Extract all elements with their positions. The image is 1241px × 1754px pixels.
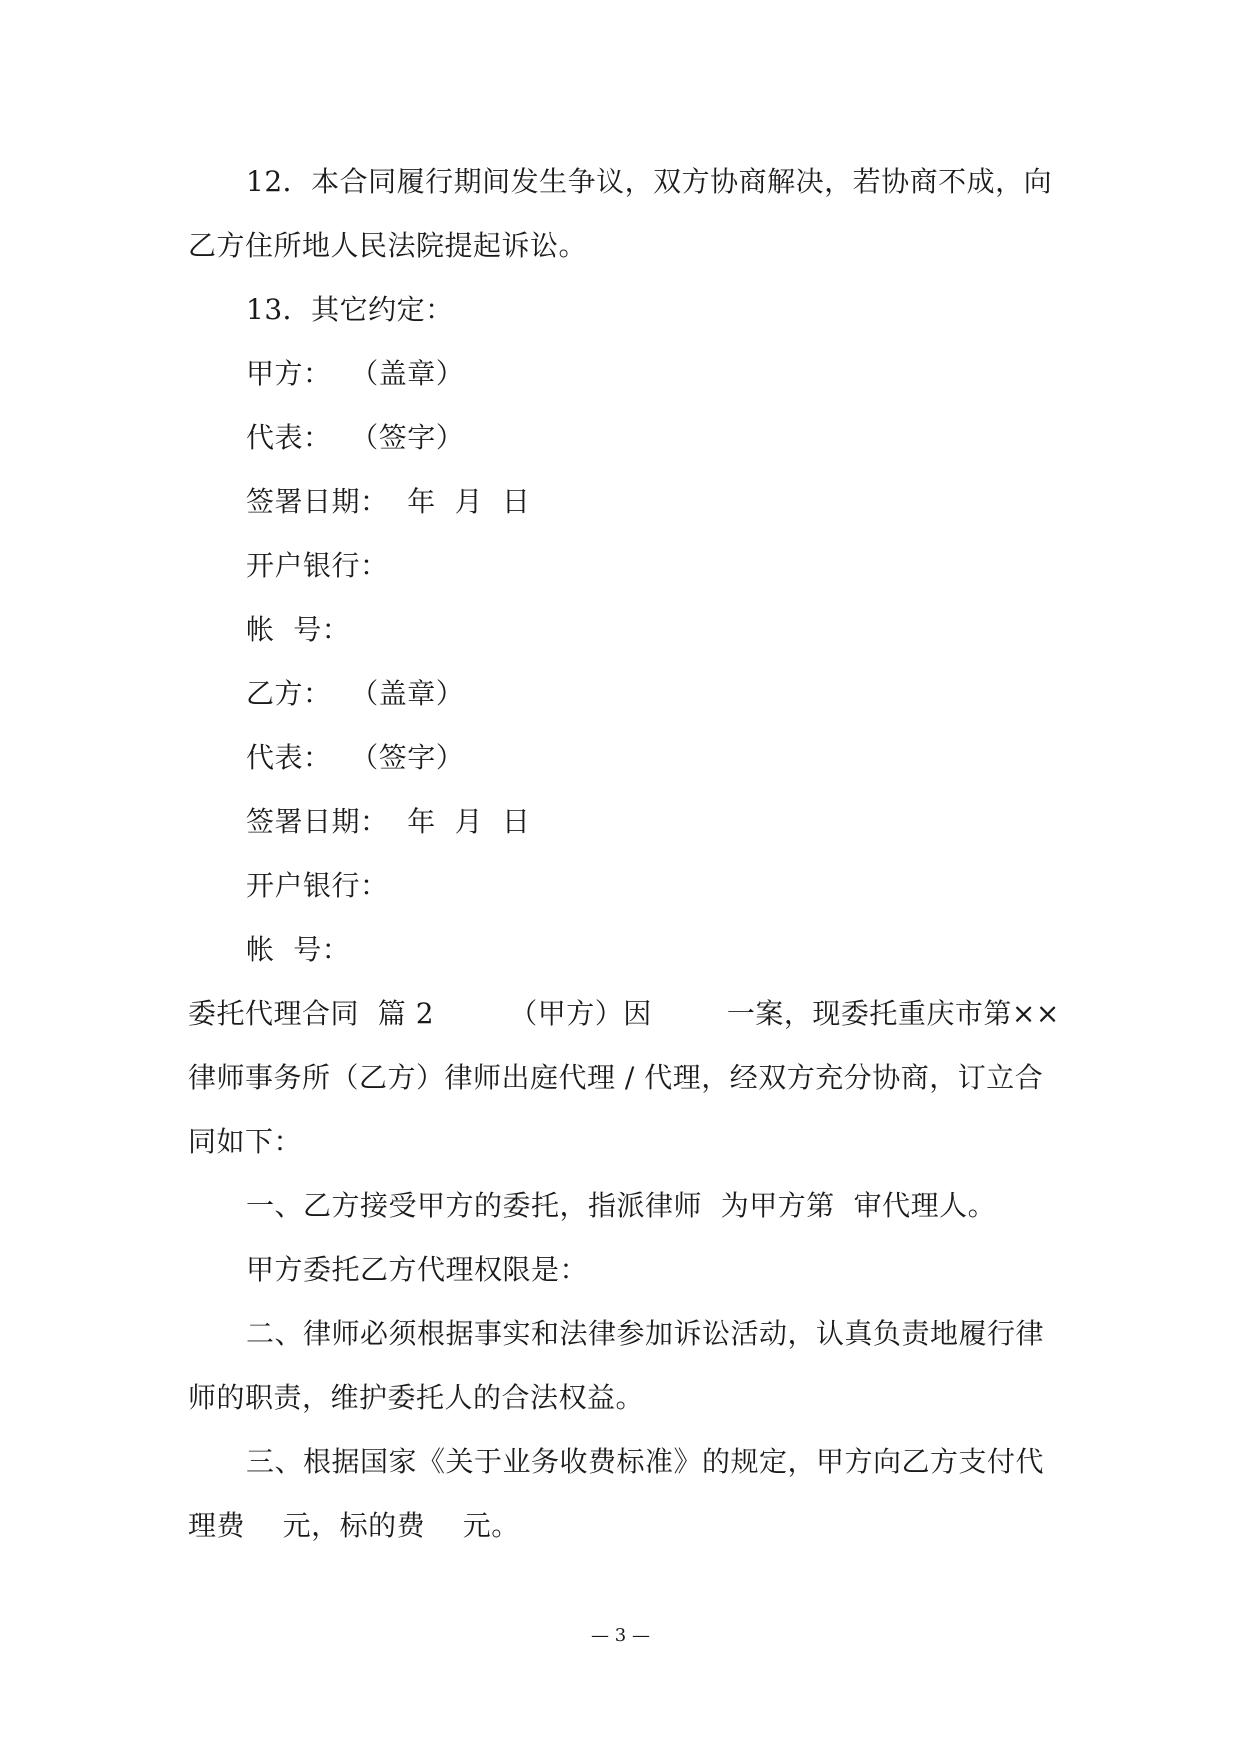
page-number: — 3 — — [591, 1625, 650, 1646]
clause-12-line-1: 12．本合同履行期间发生争议，双方协商解决，若协商不成，向 — [246, 165, 1053, 198]
contract-2-intro-line-2: 律师事务所（乙方）律师出庭代理 / 代理，经双方充分协商，订立合 — [188, 1061, 1044, 1094]
party-a-bank: 开户银行： — [246, 549, 389, 582]
article-1: 一、乙方接受甲方的委托，指派律师 为甲方第 审代理人。 — [246, 1189, 997, 1222]
article-2-line-2: 师的职责，维护委托人的合法权益。 — [188, 1381, 645, 1414]
party-b-bank: 开户银行： — [246, 869, 389, 902]
authority-scope: 甲方委托乙方代理权限是： — [246, 1253, 589, 1286]
contract-2-intro-line-3: 同如下： — [188, 1125, 303, 1158]
article-3-line-2: 理费 元，标的费 元。 — [188, 1509, 520, 1542]
party-b-account: 帐 号： — [246, 933, 351, 966]
contract-2-intro-line-1: 委托代理合同 篇 2 （甲方）因 一案，现委托重庆市第×× — [188, 997, 1060, 1030]
clause-12-line-2: 乙方住所地人民法院提起诉讼。 — [188, 229, 588, 262]
party-b-seal: 乙方： （盖章） — [246, 677, 465, 710]
article-2-line-1: 二、律师必须根据事实和法律参加诉讼活动，认真负责地履行律 — [246, 1317, 1045, 1350]
article-3-line-1: 三、根据国家《关于业务收费标准》的规定，甲方向乙方支付代 — [246, 1445, 1045, 1478]
clause-13: 13．其它约定： — [246, 293, 454, 326]
party-a-account: 帐 号： — [246, 613, 351, 646]
party-a-representative: 代表： （签字） — [246, 421, 465, 454]
party-b-representative: 代表： （签字） — [246, 741, 465, 774]
party-a-seal: 甲方： （盖章） — [246, 357, 465, 390]
party-b-sign-date: 签署日期： 年 月 日 — [246, 805, 531, 838]
party-a-sign-date: 签署日期： 年 月 日 — [246, 485, 531, 518]
